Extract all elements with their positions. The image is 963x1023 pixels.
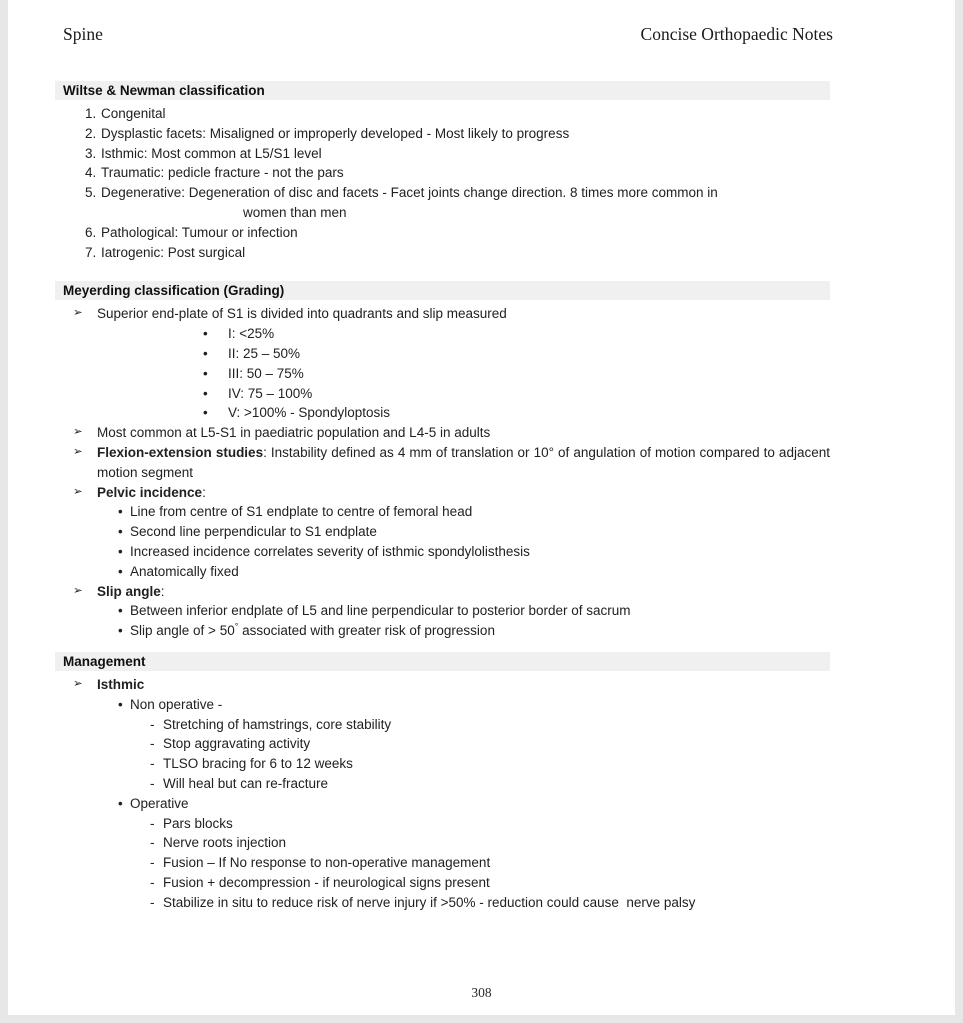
- degree-superscript: °: [234, 621, 239, 632]
- list-item: [55, 364, 830, 384]
- list-item-text: [130, 621, 495, 641]
- list-item-text: Pars blocks: [163, 815, 233, 831]
- list-item: [55, 144, 830, 164]
- dash-bullet-icon: -: [150, 756, 155, 772]
- dot-bullet-icon: •: [118, 504, 123, 520]
- list-item: [55, 562, 830, 582]
- dot-bullet-icon: •: [203, 405, 208, 421]
- list-item: [55, 814, 830, 834]
- list-item: [55, 403, 830, 423]
- list-item: [55, 582, 830, 602]
- dot-bullet-icon: •: [203, 326, 208, 342]
- list-number: 2.: [85, 125, 97, 141]
- list-item: [55, 324, 830, 344]
- grade-text: II: 25 – 50%: [228, 345, 301, 361]
- slip-angle-pre: Slip angle of > 50: [130, 623, 235, 639]
- page-content: [55, 81, 834, 912]
- list-item: [55, 675, 830, 695]
- bold-lead: Flexion-extension studies: [97, 444, 264, 460]
- list-item: [55, 695, 830, 715]
- list-item: [55, 794, 830, 814]
- dot-bullet-icon: •: [118, 563, 123, 579]
- list-item-text: Operative: [130, 795, 189, 811]
- bold-lead: Isthmic: [97, 676, 145, 692]
- list-item-text: Fusion – If No response to non-operative management: [163, 855, 491, 871]
- rest-text: :: [160, 583, 165, 599]
- list-number: 5.: [85, 185, 97, 201]
- list-item-text: Pathological: Tumour or infection: [101, 224, 298, 240]
- section-title: Wiltse & Newman classification: [63, 83, 265, 98]
- list-item: [55, 601, 830, 621]
- section-title: Management: [63, 653, 146, 669]
- list-item: [55, 873, 830, 893]
- list-item-text: Will heal but can re-fracture: [163, 775, 329, 791]
- list-item-text: Non operative -: [130, 696, 223, 712]
- list-item-text: Iatrogenic: Post surgical: [101, 244, 246, 260]
- list-item: [55, 522, 830, 542]
- list-number: 1.: [85, 106, 97, 121]
- dot-bullet-icon: •: [203, 365, 208, 381]
- list-item: [55, 893, 830, 913]
- list-item: [55, 243, 830, 263]
- list-item: [55, 774, 830, 794]
- list-item-text: Anatomically fixed: [130, 563, 239, 579]
- list-item-text: Most common at L5-S1 in paediatric population and L4-5 in adults: [97, 425, 491, 441]
- list-item-text: Nerve roots injection: [163, 835, 287, 851]
- dot-bullet-icon: •: [118, 696, 123, 712]
- list-item-text: Degenerative: Degeneration of disc and facets - Facet joints change direction. 8 times more common in: [101, 185, 718, 201]
- list-item: [55, 104, 830, 124]
- list-item: [55, 183, 830, 203]
- list-number: 3.: [85, 145, 97, 161]
- document-page: [8, 0, 955, 1015]
- list-item: [55, 853, 830, 873]
- grade-text: I: <25%: [228, 326, 275, 342]
- section-bar: [55, 652, 830, 671]
- grade-text: IV: 75 – 100%: [228, 385, 313, 401]
- dot-bullet-icon: •: [118, 603, 123, 619]
- dash-bullet-icon: -: [150, 775, 155, 791]
- list-item-text: women than men: [243, 204, 347, 220]
- list-item: [55, 163, 830, 183]
- list-item: [55, 423, 830, 443]
- header-section-title: Spine: [63, 24, 103, 44]
- arrow-bullet-icon: ➢: [73, 426, 83, 439]
- section-title: Meyerding classification (Grading): [63, 283, 285, 299]
- list-item-text: [97, 443, 834, 483]
- list-number: 7.: [85, 244, 97, 260]
- slip-angle-post: associated with greater risk of progression: [238, 623, 495, 639]
- section-bar: [55, 281, 830, 300]
- arrow-bullet-icon: ➢: [73, 307, 83, 320]
- list-item-text: Superior end-plate of S1 is divided into quadrants and slip measured: [97, 306, 507, 322]
- grade-text: III: 50 – 75%: [228, 365, 304, 381]
- list-item-text: Stretching of hamstrings, core stability: [163, 716, 392, 732]
- list-item-text: [97, 582, 165, 602]
- list-item: [55, 621, 830, 641]
- list-item-text: Isthmic: Most common at L5/S1 level: [101, 145, 322, 161]
- list-item-text: Second line perpendicular to S1 endplate: [130, 524, 377, 540]
- list-item-text: Between inferior endplate of L5 and line perpendicular to posterior border of sacrum: [130, 603, 631, 619]
- dash-bullet-icon: -: [150, 855, 155, 871]
- bold-lead: Pelvic incidence: [97, 484, 203, 500]
- dot-bullet-icon: •: [118, 795, 123, 811]
- list-item: [55, 223, 830, 243]
- list-number: 4.: [85, 165, 97, 181]
- list-item: [55, 483, 830, 503]
- section-management: [55, 652, 830, 913]
- list-item-text: Stabilize in situ to reduce risk of nerve injury if >50% - reduction could cause nerve palsy: [163, 894, 696, 910]
- rest-text: :: [202, 484, 206, 500]
- list-item: [55, 715, 830, 735]
- list-item-text: Line from centre of S1 endplate to centre of femoral head: [130, 504, 473, 520]
- header-book-title: Concise Orthopaedic Notes: [640, 24, 833, 44]
- dash-bullet-icon: -: [150, 835, 155, 851]
- dot-bullet-icon: •: [203, 345, 208, 361]
- dash-bullet-icon: -: [150, 874, 155, 890]
- list-item-text: [97, 483, 206, 503]
- list-item-text: Dysplastic facets: Misaligned or improperly developed - Most likely to progress: [101, 125, 570, 141]
- dot-bullet-icon: •: [203, 385, 208, 401]
- arrow-bullet-icon: ➢: [73, 677, 83, 690]
- list-item-text: TLSO bracing for 6 to 12 weeks: [163, 756, 353, 772]
- list-item: [55, 502, 830, 522]
- list-item: [55, 734, 830, 754]
- list-number: 6.: [85, 224, 97, 240]
- grade-text: V: >100% - Spondyloptosis: [228, 405, 390, 421]
- dash-bullet-icon: -: [150, 815, 155, 831]
- page-number: 308: [471, 985, 492, 1000]
- dash-bullet-icon: -: [150, 716, 155, 732]
- rest-text: : Instability defined as 4 mm of translation or 10° of angulation of motion compared to adjacent motion segment: [97, 444, 834, 480]
- list-item: [55, 344, 830, 364]
- page-header: [63, 24, 833, 45]
- list-item-text: Stop aggravating activity: [163, 736, 311, 752]
- list-item: [55, 754, 830, 774]
- dot-bullet-icon: •: [118, 623, 123, 639]
- arrow-bullet-icon: ➢: [73, 584, 83, 597]
- list-item: [55, 304, 830, 324]
- list-item-text: Traumatic: pedicle fracture - not the pars: [101, 165, 344, 181]
- list-item-text: Increased incidence correlates severity of isthmic spondylolisthesis: [130, 543, 530, 559]
- dot-bullet-icon: •: [118, 543, 123, 559]
- bold-lead: Slip angle: [97, 583, 161, 599]
- section-wiltse-newman: [55, 81, 830, 262]
- arrow-bullet-icon: ➢: [73, 445, 83, 458]
- list-item: [55, 443, 834, 483]
- list-item-continuation: [55, 203, 830, 223]
- arrow-bullet-icon: ➢: [73, 485, 83, 498]
- section-meyerding: [55, 281, 834, 641]
- list-item: [55, 542, 830, 562]
- list-item-text: Fusion + decompression - if neurological signs present: [163, 874, 490, 890]
- list-item: [55, 384, 830, 404]
- dash-bullet-icon: -: [150, 894, 155, 910]
- list-item: [55, 833, 830, 853]
- section-bar: [55, 81, 830, 100]
- dot-bullet-icon: •: [118, 524, 123, 540]
- dash-bullet-icon: -: [150, 736, 155, 752]
- list-item: [55, 124, 830, 144]
- list-item-text: Congenital: [101, 106, 166, 121]
